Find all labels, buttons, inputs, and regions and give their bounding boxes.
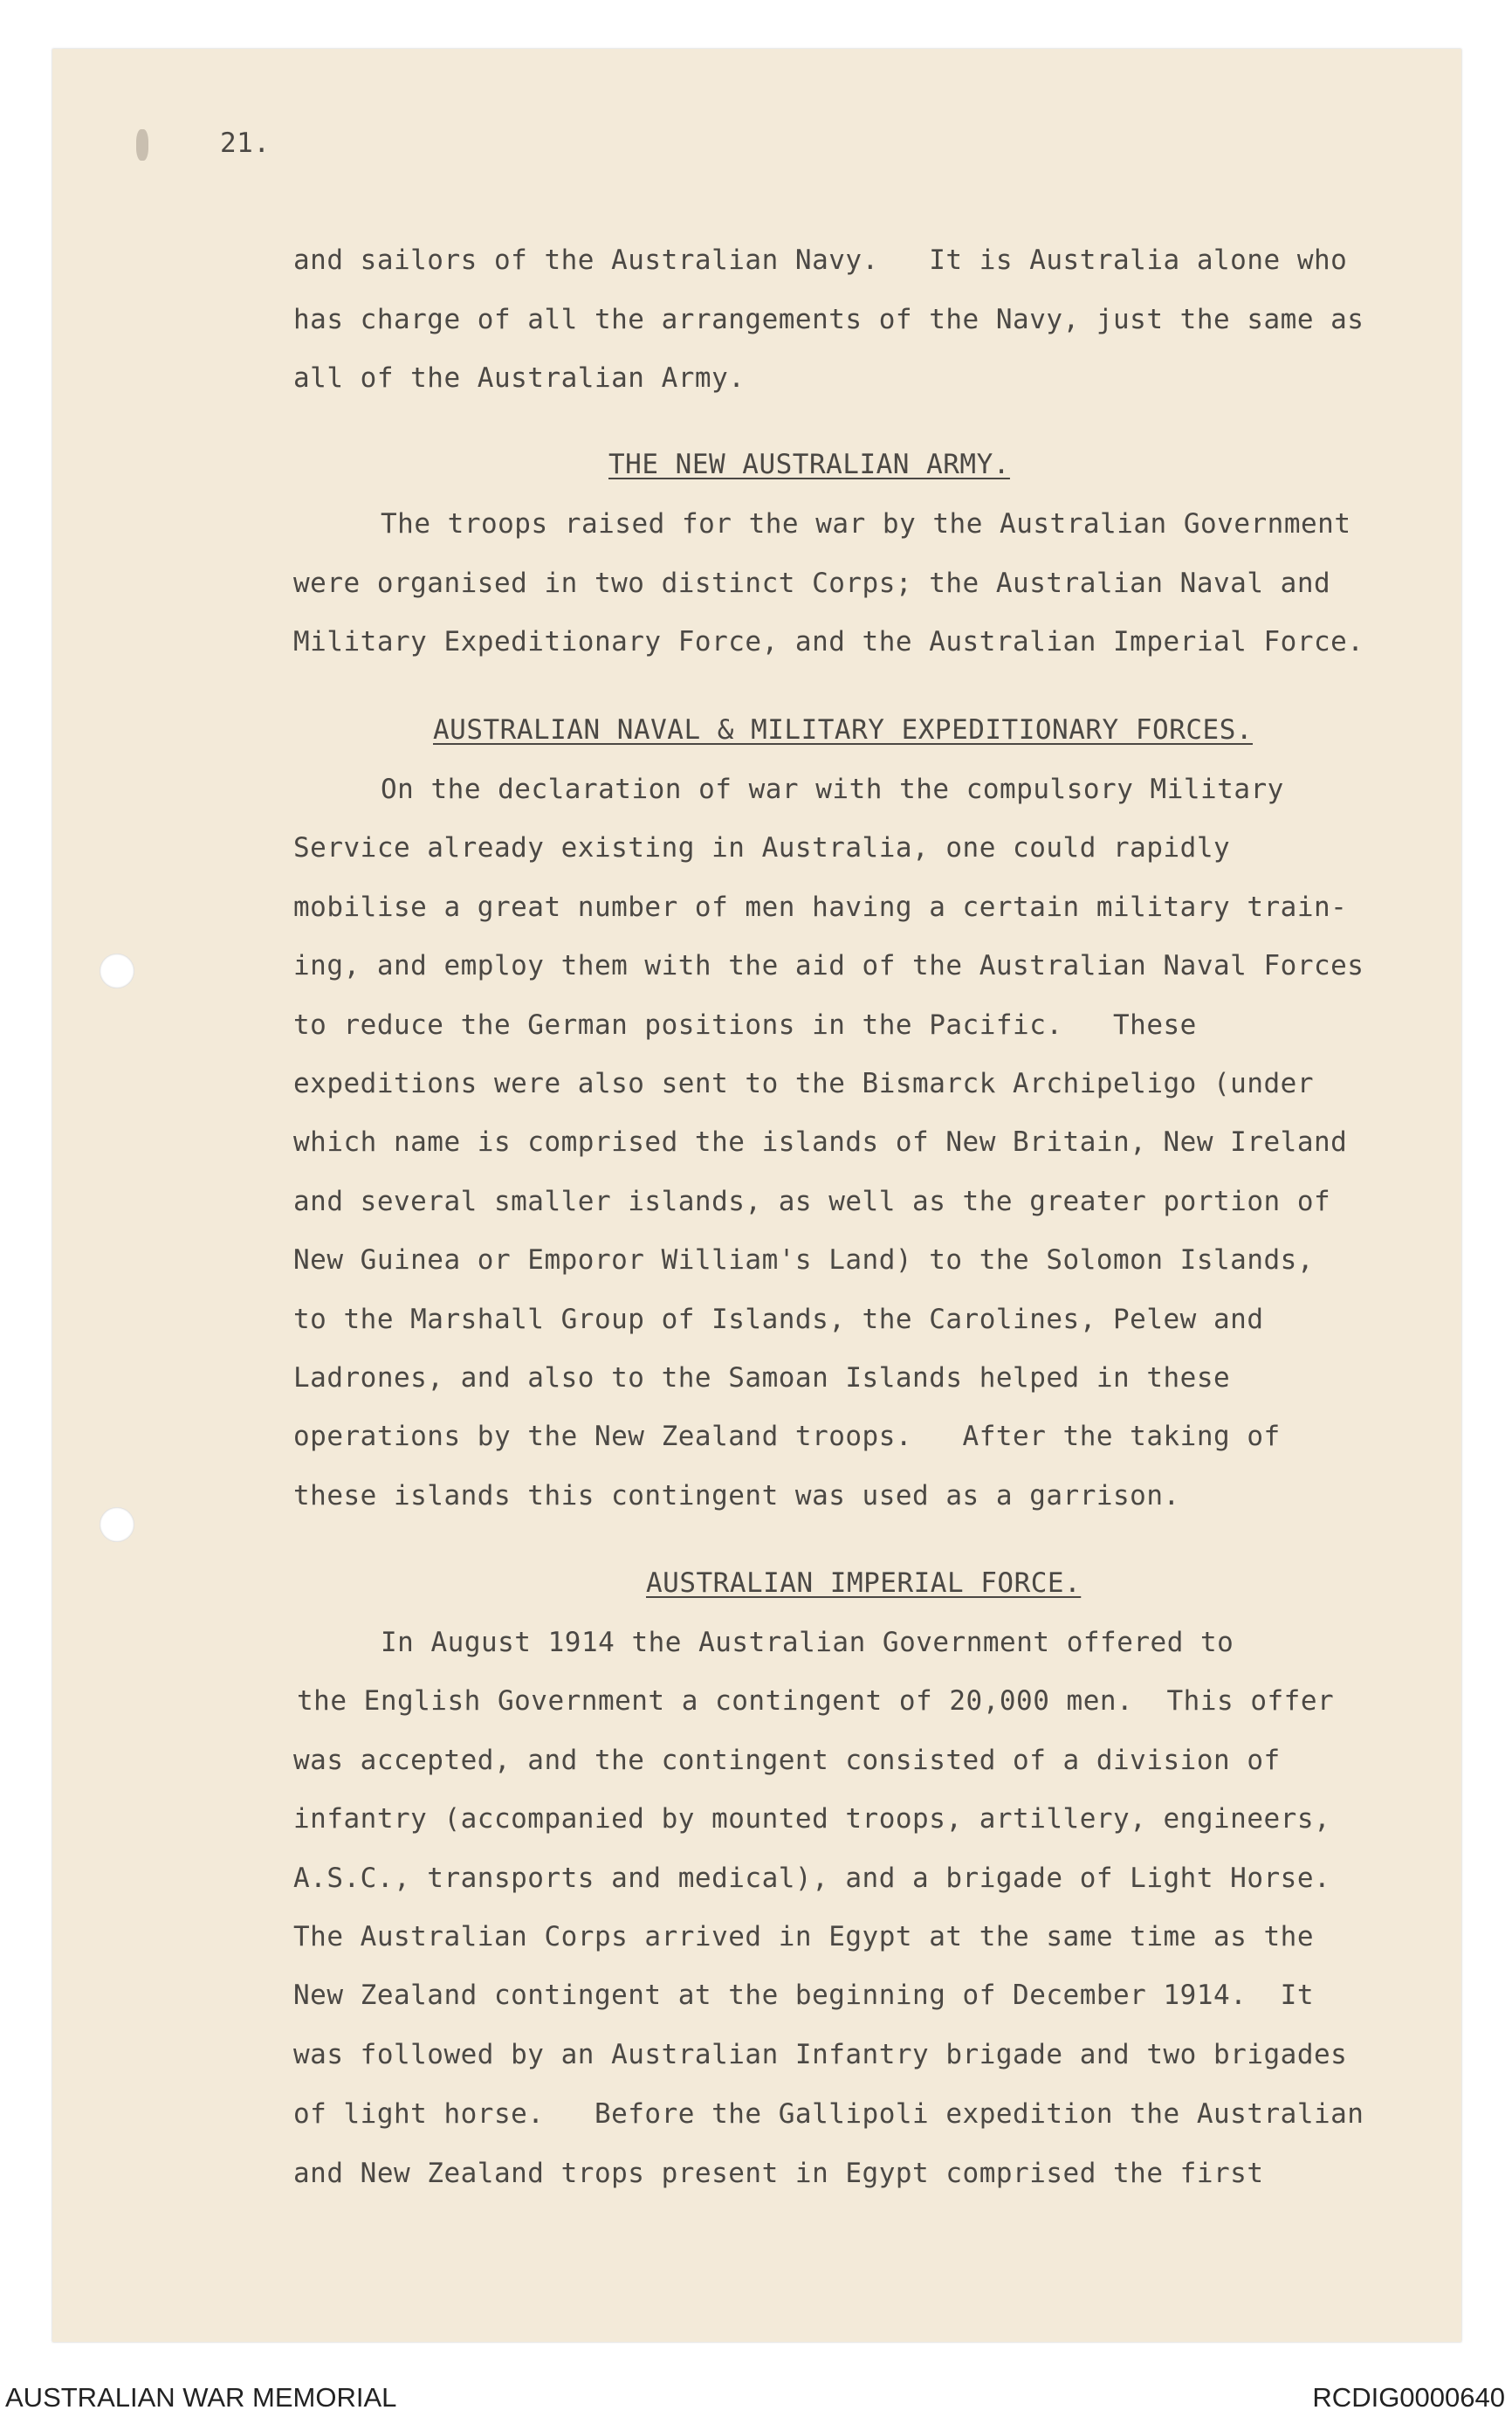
text-line: was accepted, and the contingent consisted of a division of [293, 1745, 1281, 1776]
text-line: the English Government a contingent of 20,000 men. This offer [297, 1685, 1335, 1717]
text-line: and sailors of the Australian Navy. It is Australia alone who [293, 244, 1348, 276]
text-line: and several smaller islands, as well as the greater portion of [293, 1186, 1331, 1217]
text-line: The Australian Corps arrived in Egypt at the same time as the [293, 1921, 1314, 1952]
text-line: operations by the New Zealand troops. After the taking of [293, 1421, 1281, 1452]
text-line: In August 1914 the Australian Government offered to [381, 1627, 1234, 1658]
text-line: Ladrones, and also to the Samoan Islands helped in these [293, 1362, 1231, 1394]
text-line: ing, and employ them with the aid of the Australian Naval Forces [293, 950, 1364, 981]
page-number: 21. [220, 127, 271, 159]
text-line: mobilise a great number of men having a certain military train- [293, 892, 1348, 923]
text-line: New Zealand contingent at the beginning of December 1914. It [293, 1980, 1314, 2011]
text-line: expeditions were also sent to the Bismarck Archipeligo (under [293, 1068, 1314, 1099]
text-line: Service already existing in Australia, one could rapidly [293, 832, 1231, 864]
text-line: all of the Australian Army. [293, 362, 746, 394]
text-line: The troops raised for the war by the Australian Government [381, 508, 1351, 540]
text-line: was followed by an Australian Infantry brigade and two brigades [293, 2039, 1348, 2070]
text-line: and New Zealand trops present in Egypt comprised the first [293, 2158, 1264, 2189]
section-heading: THE NEW AUSTRALIAN ARMY. [608, 449, 1010, 480]
section-heading: AUSTRALIAN NAVAL & MILITARY EXPEDITIONARY FORCES. [433, 714, 1254, 746]
text-line: New Guinea or Emporor William's Land) to the Solomon Islands, [293, 1244, 1314, 1276]
punch-hole-bottom [100, 1507, 134, 1542]
section-heading: AUSTRALIAN IMPERIAL FORCE. [646, 1567, 1082, 1599]
text-line: infantry (accompanied by mounted troops, artillery, engineers, [293, 1803, 1331, 1835]
text-line: has charge of all the arrangements of the Navy, just the same as [293, 304, 1364, 335]
text-line: which name is comprised the islands of New Britain, New Ireland [293, 1126, 1348, 1158]
text-line: these islands this contingent was used as a garrison. [293, 1480, 1180, 1512]
text-line: to reduce the German positions in the Pacific. These [293, 1009, 1197, 1041]
paper-stain [136, 129, 148, 161]
text-line: to the Marshall Group of Islands, the Carolines, Pelew and [293, 1304, 1264, 1335]
text-line: A.S.C., transports and medical), and a brigade of Light Horse. [293, 1863, 1331, 1894]
text-line: were organised in two distinct Corps; the Australian Naval and [293, 568, 1331, 599]
punch-hole-top [100, 954, 134, 988]
footer-source: AUSTRALIAN WAR MEMORIAL [5, 2382, 397, 2413]
text-line: Military Expeditionary Force, and the Australian Imperial Force. [293, 626, 1364, 658]
text-line: of light horse. Before the Gallipoli expedition the Australian [293, 2098, 1364, 2130]
text-line: On the declaration of war with the compulsory Military [381, 774, 1284, 805]
footer-id: RCDIG0000640 [1312, 2382, 1505, 2413]
